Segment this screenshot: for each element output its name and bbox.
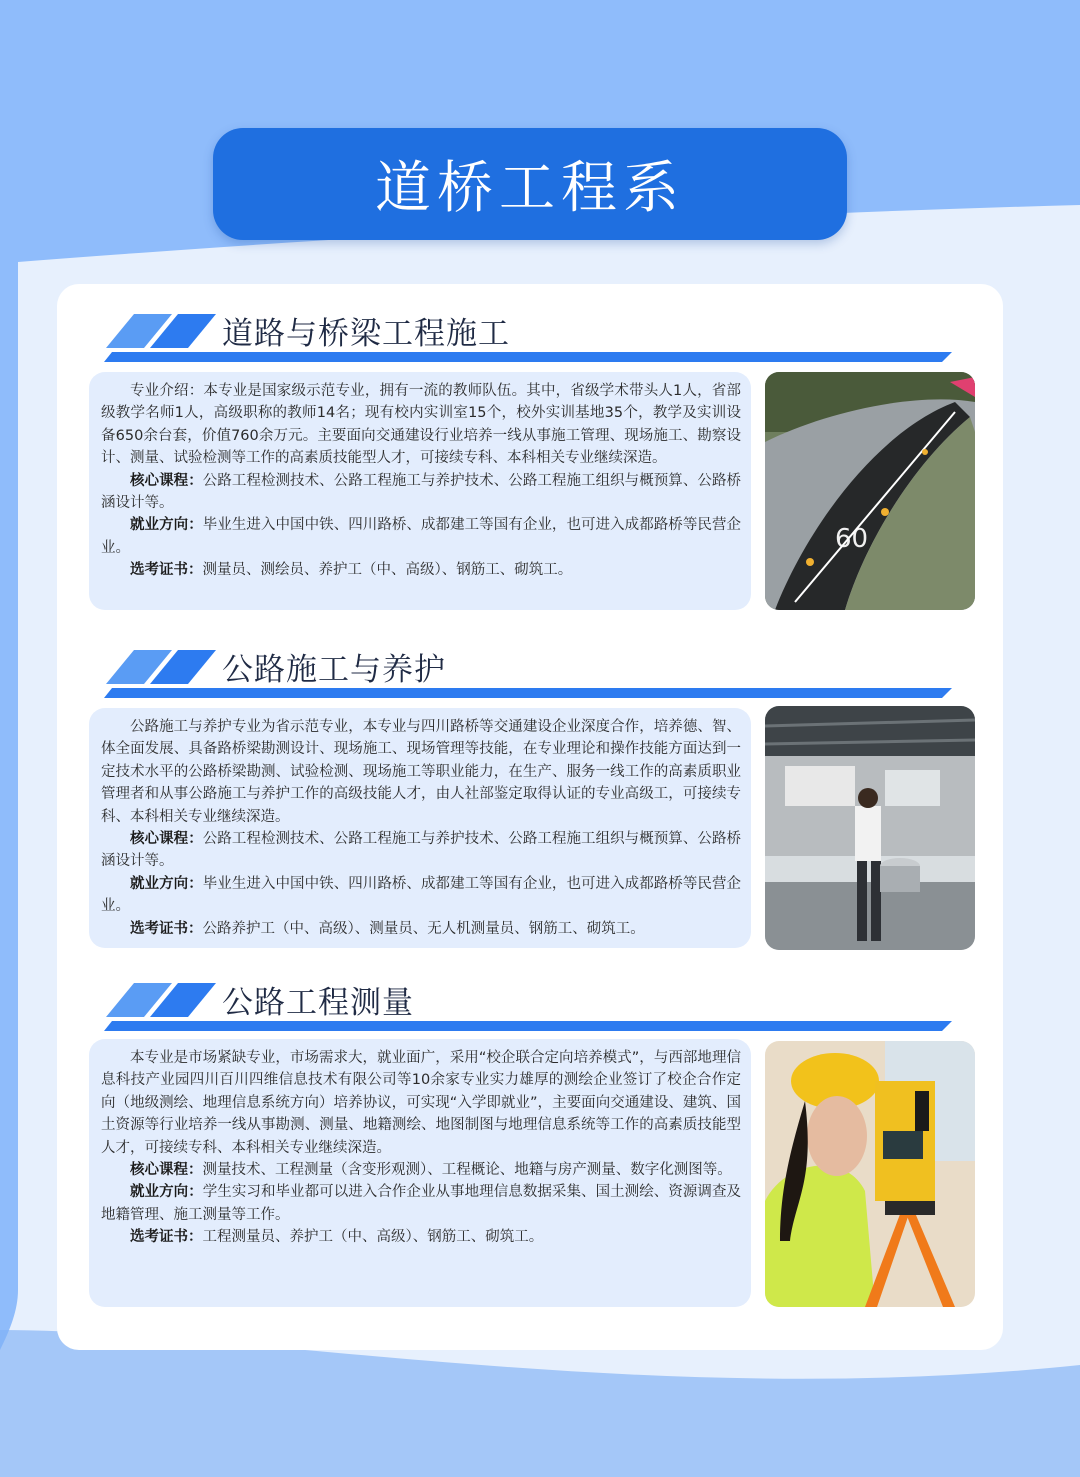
job-direction-label: 就业方向： (130, 517, 203, 534)
certificate-text: 工程测量员、养护工（中、高级）、钢筋工、砌筑工。 (202, 1229, 544, 1246)
content-card (57, 284, 1003, 1350)
core-course-text: 公路工程检测技术、公路工程施工与养护技术、公路工程施工组织与概预算、公路桥涵设计等。 (101, 472, 742, 512)
job-direction-label: 就业方向： (130, 875, 203, 892)
core-course-label: 核心课程： (130, 1162, 203, 1179)
page-title-banner (213, 128, 847, 240)
section-title: 道路与桥梁工程施工 (222, 316, 510, 352)
certificate-text: 公路养护工（中、高级）、测量员、无人机测量员、钢筋工、砌筑工。 (202, 920, 645, 937)
certificate-label: 选考证书： (130, 562, 203, 579)
surveying-photo (765, 1041, 975, 1307)
certificate-label: 选考证书： (130, 920, 203, 937)
section-title: 公路施工与养护 (222, 652, 446, 688)
core-course-label: 核心课程： (130, 831, 203, 848)
section-title: 公路工程测量 (222, 985, 414, 1021)
section-intro: 专业介绍：本专业是国家级示范专业，拥有一流的教师队伍。其中，省级学术带头人1人，省部级教学名师1人，高级职称的教师14名；现有校内实训室15个，校外实训基地35个，教学及实训设备650余台套，价值760余万元。主要面向交通建设行业培养一线从事施工管理、现场施工、勘察设计、测量、试验检测等工作的高素质技能型人才，可接续专科、本科相关专业继续深造。 (101, 383, 741, 467)
section-header (104, 308, 954, 364)
certificate-label: 选考证书： (130, 1229, 203, 1246)
job-direction-text: 学生实习和毕业都可以进入合作企业从事地理信息数据采集、国土测绘、资源调查及地籍管理、施工测量等工作。 (101, 1184, 742, 1223)
road-training-photo (765, 372, 975, 610)
core-course-label: 核心课程： (130, 472, 203, 489)
section-header (104, 977, 954, 1033)
core-course-text: 测量技术、工程测量（含变形观测）、工程概论、地籍与房产测量、数字化测图等。 (202, 1162, 732, 1179)
section-description-panel (89, 708, 751, 948)
section-header (104, 644, 954, 700)
section-intro: 本专业是市场紧缺专业，市场需求大，就业面广，采用“校企联合定向培养模式”，与西部地理信息科技产业园四川百川四维信息技术有限公司等10余家专业实力雄厚的测绘企业签订了校企合作定向（地级测绘、地理信息系统方向）培养协议，可实现“入学即就业”，主要面向交通建设、建筑、国土资源等行业培养一线从事勘测、测量、地籍测绘、地图制图与地理信息系统等工作的高素质技能型人才，可接续专科、本科相关专业继续深造。 (101, 1050, 741, 1156)
certificate-text: 测量员、测绘员、养护工（中、高级）、钢筋工、砌筑工。 (202, 562, 573, 579)
section-description-panel (89, 1039, 751, 1307)
job-direction-text: 毕业生进入中国中铁、四川路桥、成都建工等国有企业，也可进入成都路桥等民营企业。 (101, 875, 742, 915)
section-intro: 公路施工与养护专业为省示范专业，本专业与四川路桥等交通建设企业深度合作，培养德、智、体全面发展、具备路桥梁勘测设计、现场施工、现场管理等技能，在专业理论和操作技能方面达到一定技术水平的公路桥梁勘测、试验检测、现场施工等职业能力，在生产、服务一线工作的高素质职业管理者和从事公路施工与养护工作的高级技能人才，由人社部鉴定取得认证的专业高级工，可接续专科、本科相关专业继续深造。 (101, 719, 741, 825)
svg-text:60: 60 (835, 524, 869, 554)
core-course-text: 公路工程检测技术、公路工程施工与养护技术、公路工程施工组织与概预算、公路桥涵设计等。 (101, 831, 742, 870)
section-description-panel (89, 372, 751, 610)
page-title: 道桥工程系 (375, 156, 685, 221)
lab-training-photo (765, 706, 975, 950)
job-direction-text: 毕业生进入中国中铁、四川路桥、成都建工等国有企业，也可进入成都路桥等民营企业。 (101, 517, 742, 556)
job-direction-label: 就业方向： (130, 1184, 203, 1201)
